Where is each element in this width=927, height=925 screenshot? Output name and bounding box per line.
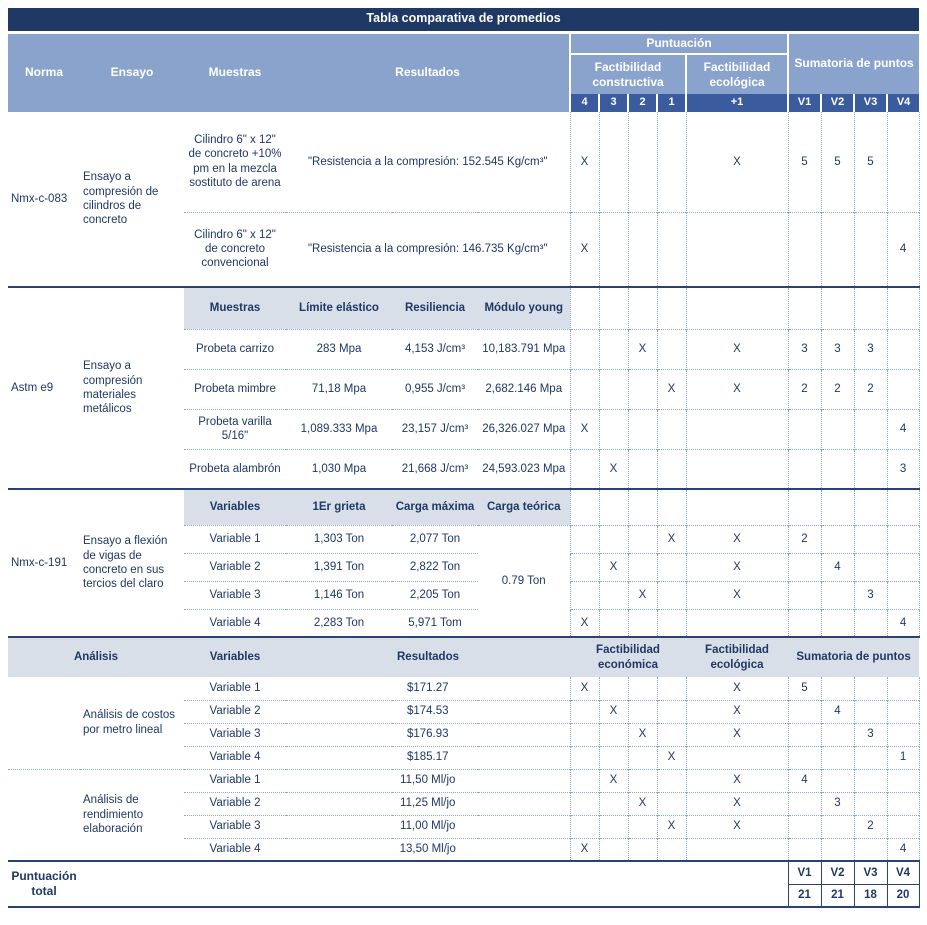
spacer-cell (8, 769, 80, 861)
v4-cell (887, 525, 919, 553)
score-4-cell (570, 553, 599, 581)
score-1-cell (657, 769, 686, 792)
score-2-cell (628, 677, 657, 700)
v2-cell (821, 449, 854, 489)
table-header (8, 8, 919, 112)
carga-maxima-value: 2,205 Ton (392, 581, 478, 609)
col-header-factibilidad-ecologica: Factibilidad ecológica (686, 54, 788, 94)
plus1-cell: X (686, 329, 788, 369)
score-3-cell (599, 329, 628, 369)
table-row (8, 769, 919, 792)
score-header-v1: V1 (788, 94, 821, 112)
variable-value: Variable 3 (184, 815, 286, 838)
score-4-cell (570, 525, 599, 553)
v4-cell (887, 700, 919, 723)
limite-value: 283 Mpa (286, 329, 392, 369)
v4-cell (887, 329, 919, 369)
score-header-4: 4 (570, 94, 599, 112)
section-metalicos (8, 287, 919, 489)
grieta-value: 1,303 Ton (286, 525, 392, 553)
table-row (8, 677, 919, 700)
v4-cell (887, 723, 919, 746)
v4-cell: 3 (887, 449, 919, 489)
muestras-value: Probeta alambrón (184, 449, 286, 489)
score-2-cell (628, 769, 657, 792)
score-3-cell (599, 677, 628, 700)
score-3-cell (599, 838, 628, 861)
v2-cell (821, 838, 854, 861)
v3-cell (854, 553, 887, 581)
score-1-cell: X (657, 369, 686, 409)
score-2-cell (628, 815, 657, 838)
plus1-cell: X (686, 700, 788, 723)
plus1-cell (686, 287, 788, 329)
score-1-cell: X (657, 525, 686, 553)
v3-cell (854, 449, 887, 489)
subheader-modulo-young: Módulo young (478, 287, 570, 329)
v2-cell (821, 489, 854, 525)
footer-v1-label: V1 (788, 861, 821, 884)
score-1-cell: X (657, 746, 686, 769)
score-1-cell (657, 212, 686, 287)
score-3-cell (599, 369, 628, 409)
v2-cell (821, 769, 854, 792)
col-header-resultados: Resultados (286, 32, 570, 112)
plus1-cell: X (686, 369, 788, 409)
v4-cell (887, 792, 919, 815)
score-4-cell: X (570, 838, 599, 861)
score-1-cell (657, 677, 686, 700)
v1-cell (788, 287, 821, 329)
score-3-cell (599, 815, 628, 838)
modulo-value: 24,593.023 Mpa (478, 449, 570, 489)
footer-v4-label: V4 (887, 861, 919, 884)
v2-cell (821, 746, 854, 769)
resultado-value: 11,50 Ml/jo (286, 769, 570, 792)
analisis-group-label: Análisis de rendimiento elaboración (80, 769, 184, 861)
score-2-cell (628, 449, 657, 489)
footer-v1-total: 21 (788, 884, 821, 907)
v4-cell: 4 (887, 838, 919, 861)
plus1-cell: X (686, 792, 788, 815)
score-4-cell (570, 449, 599, 489)
section-concreto (8, 112, 919, 287)
v1-cell (788, 449, 821, 489)
score-3-cell: X (599, 769, 628, 792)
muestras-value: Cilindro 6" x 12" de concreto convencional (184, 212, 286, 287)
variable-value: Variable 2 (184, 792, 286, 815)
grieta-value: 1,146 Ton (286, 581, 392, 609)
v3-cell (854, 792, 887, 815)
score-1-cell (657, 792, 686, 815)
v2-cell (821, 525, 854, 553)
analisis-header-row (8, 637, 919, 677)
score-2-cell: X (628, 792, 657, 815)
score-4-cell (570, 287, 599, 329)
subheader-limite-elastico: Límite elástico (286, 287, 392, 329)
v3-cell: 5 (854, 112, 887, 212)
carga-maxima-value: 2,077 Ton (392, 525, 478, 553)
subheader-resiliencia: Resiliencia (392, 287, 478, 329)
v1-cell: 2 (788, 369, 821, 409)
score-4-cell: X (570, 112, 599, 212)
v3-cell: 3 (854, 723, 887, 746)
score-3-cell (599, 609, 628, 637)
col-header-muestras: Muestras (184, 32, 286, 112)
col-header-resultados2: Resultados (286, 637, 570, 677)
score-header-1: 1 (657, 94, 686, 112)
ensayo-value: Ensayo a flexión de vigas de concreto en sus tercios del claro (80, 489, 184, 637)
footer-v2-label: V2 (821, 861, 854, 884)
v1-cell: 5 (788, 112, 821, 212)
score-3-cell (599, 525, 628, 553)
grieta-value: 1,391 Ton (286, 553, 392, 581)
score-2-cell (628, 525, 657, 553)
score-3-cell (599, 287, 628, 329)
score-2-cell (628, 838, 657, 861)
resultado-value: $171.27 (406, 682, 449, 695)
plus1-cell (686, 409, 788, 449)
muestras-value: Probeta carrizo (184, 329, 286, 369)
v1-cell: 3 (788, 329, 821, 369)
plus1-cell (686, 489, 788, 525)
score-1-cell (657, 112, 686, 212)
score-2-cell (628, 553, 657, 581)
plus1-cell: X (686, 553, 788, 581)
footer-labels-row (8, 861, 919, 884)
score-2-cell (628, 609, 657, 637)
variable-value: Variable 4 (184, 609, 286, 637)
score-2-cell (628, 746, 657, 769)
carga-maxima-value: 5,971 Tom (392, 609, 478, 637)
score-4-cell: X (570, 609, 599, 637)
score-3-cell (599, 723, 628, 746)
v3-cell (854, 677, 887, 700)
v4-cell: 1 (887, 746, 919, 769)
score-4-cell (570, 489, 599, 525)
v2-cell (821, 212, 854, 287)
score-3-cell (599, 792, 628, 815)
modulo-value: 2,682.146 Mpa (478, 369, 570, 409)
score-3-cell (599, 409, 628, 449)
v3-cell (854, 609, 887, 637)
header-row-1 (8, 32, 919, 54)
page-title: Tabla comparativa de promedios (8, 8, 919, 32)
score-4-cell (570, 329, 599, 369)
footer-v3-label: V3 (854, 861, 887, 884)
carga-teorica-value: 0.79 Ton (478, 525, 570, 637)
plus1-cell: X (686, 769, 788, 792)
v4-cell (887, 553, 919, 581)
v3-cell (854, 838, 887, 861)
score-4-cell (570, 369, 599, 409)
modulo-value: 26,326.027 Mpa (478, 409, 570, 449)
limite-value: 71,18 Mpa (286, 369, 392, 409)
plus1-cell: X (686, 525, 788, 553)
score-4-cell (570, 769, 599, 792)
score-header-plus1: +1 (686, 94, 788, 112)
v2-cell (821, 723, 854, 746)
score-header-v3: V3 (854, 94, 887, 112)
score-4-cell (570, 700, 599, 723)
footer-v2-total: 21 (821, 884, 854, 907)
score-4-cell: X (570, 409, 599, 449)
col-header-analisis: Análisis (8, 637, 184, 677)
score-2-cell: X (628, 329, 657, 369)
norma-value: Nmx-c-083 (11, 192, 68, 205)
v4-cell (887, 369, 919, 409)
v2-cell: 3 (821, 329, 854, 369)
v2-cell (821, 609, 854, 637)
variable-value: Variable 3 (184, 723, 286, 746)
v1-cell (788, 581, 821, 609)
spacer-cell (80, 861, 788, 907)
score-3-cell (599, 581, 628, 609)
v4-cell: 4 (887, 409, 919, 449)
muestras-value: Probeta mimbre (184, 369, 286, 409)
ensayo-value: Ensayo a compresión materiales metálicos (80, 287, 184, 489)
score-3-cell (599, 489, 628, 525)
v1-cell (788, 792, 821, 815)
section-flexion (8, 489, 919, 637)
v2-cell (821, 581, 854, 609)
score-3-cell: X (599, 700, 628, 723)
subheader-muestras: Muestras (184, 287, 286, 329)
variable-value: Variable 4 (184, 838, 286, 861)
resiliencia-value: 4,153 J/cm³ (392, 329, 478, 369)
plus1-cell (686, 212, 788, 287)
v4-cell (887, 581, 919, 609)
plus1-cell: X (686, 581, 788, 609)
score-2-cell (628, 700, 657, 723)
v2-cell (821, 677, 854, 700)
v3-cell: 2 (854, 369, 887, 409)
score-4-cell: X (570, 677, 599, 700)
subheader-row (8, 287, 919, 329)
score-3-cell: X (599, 553, 628, 581)
col-header-factibilidad-economica: Factibilidad económica (570, 637, 686, 677)
resultado-value: 13,50 Ml/jo (286, 838, 570, 861)
score-4-cell (570, 723, 599, 746)
score-2-cell: X (628, 723, 657, 746)
col-header-sumatoria2: Sumatoria de puntos (788, 637, 919, 677)
v3-cell: 3 (854, 329, 887, 369)
resultado-value: 11,00 Ml/jo (286, 815, 570, 838)
resultados-value: "Resistencia a la compresión: 146.735 Kg/cm³" (286, 212, 570, 287)
analisis-group-label: Análisis de costos por metro lineal (83, 709, 176, 736)
score-2-cell (628, 489, 657, 525)
score-3-cell (599, 746, 628, 769)
v1-cell (788, 409, 821, 449)
v3-cell (854, 287, 887, 329)
score-4-cell (570, 792, 599, 815)
muestras-value: Cilindro 6" x 12" de concreto +10% pm en la mezcla sostituto de arena (188, 134, 282, 190)
score-4-cell: X (570, 212, 599, 287)
score-2-cell (628, 409, 657, 449)
v1-cell (788, 553, 821, 581)
plus1-cell (686, 449, 788, 489)
plus1-cell: X (686, 815, 788, 838)
v1-cell (788, 700, 821, 723)
table-footer (8, 861, 919, 907)
plus1-cell: X (686, 677, 788, 700)
v2-cell (821, 287, 854, 329)
v3-cell (854, 700, 887, 723)
score-3-cell (599, 112, 628, 212)
v4-cell (887, 287, 919, 329)
subheader-carga-teorica: Carga teórica (478, 489, 570, 525)
variable-value: Variable 4 (184, 746, 286, 769)
variable-value: Variable 3 (184, 581, 286, 609)
comparative-table (8, 8, 920, 908)
plus1-cell (686, 746, 788, 769)
v1-cell (788, 212, 821, 287)
subheader-variables: Variables (184, 489, 286, 525)
v2-cell (821, 409, 854, 449)
v3-cell (854, 409, 887, 449)
resiliencia-value: 21,668 J/cm³ (392, 449, 478, 489)
plus1-cell: X (686, 723, 788, 746)
col-header-ensayo: Ensayo (80, 32, 184, 112)
subheader-carga-maxima: Carga máxima (392, 489, 478, 525)
footer-v3-total: 18 (854, 884, 887, 907)
score-1-cell (657, 723, 686, 746)
score-4-cell (570, 746, 599, 769)
resultado-value: $174.53 (286, 700, 570, 723)
col-header-factibilidad-constructiva: Factibilidad constructiva (570, 54, 686, 94)
footer-v4-total: 20 (887, 884, 919, 907)
carga-maxima-value: 2,822 Ton (392, 553, 478, 581)
variable-value: Variable 2 (184, 553, 286, 581)
score-header-v4: V4 (887, 94, 919, 112)
v1-cell (788, 609, 821, 637)
resiliencia-value: 23,157 J/cm³ (392, 409, 478, 449)
score-header-v2: V2 (821, 94, 854, 112)
score-header-3: 3 (599, 94, 628, 112)
title-row (8, 8, 919, 32)
modulo-value: 10,183.791 Mpa (478, 329, 570, 369)
v2-cell: 3 (821, 792, 854, 815)
variable-value: Variable 1 (184, 769, 286, 792)
resultado-value: $176.93 (286, 723, 570, 746)
score-4-cell (570, 581, 599, 609)
v3-cell (854, 212, 887, 287)
score-1-cell (657, 449, 686, 489)
v4-cell (887, 815, 919, 838)
score-4-cell (570, 815, 599, 838)
score-3-cell: X (599, 449, 628, 489)
col-header-variables: Variables (184, 637, 286, 677)
v2-cell (821, 815, 854, 838)
v3-cell: 3 (854, 581, 887, 609)
v2-cell: 4 (821, 700, 854, 723)
v4-cell (887, 769, 919, 792)
variable-value: Variable 1 (184, 525, 286, 553)
v4-cell (887, 677, 919, 700)
resultado-value: 11,25 Ml/jo (286, 792, 570, 815)
resiliencia-value: 0,955 J/cm³ (392, 369, 478, 409)
score-1-cell (657, 489, 686, 525)
score-2-cell (628, 112, 657, 212)
score-1-cell (657, 409, 686, 449)
spacer-cell (8, 677, 80, 769)
score-1-cell (657, 838, 686, 861)
v1-cell (788, 723, 821, 746)
score-header-2: 2 (628, 94, 657, 112)
score-1-cell (657, 581, 686, 609)
score-3-cell (599, 212, 628, 287)
score-2-cell (628, 369, 657, 409)
score-1-cell: X (657, 815, 686, 838)
norma-value: Astm e9 (8, 287, 80, 489)
plus1-cell: X (686, 112, 788, 212)
muestras-value: Probeta varilla 5/16" (184, 409, 286, 449)
table-row (8, 112, 919, 212)
v2-cell: 4 (821, 553, 854, 581)
v1-cell (788, 838, 821, 861)
col-header-sumatoria: Sumatoria de puntos (788, 32, 919, 94)
plus1-cell (686, 838, 788, 861)
score-2-cell (628, 287, 657, 329)
score-1-cell (657, 287, 686, 329)
v1-cell (788, 746, 821, 769)
grieta-value: 2,283 Ton (286, 609, 392, 637)
score-1-cell (657, 700, 686, 723)
limite-value: 1,089.333 Mpa (286, 409, 392, 449)
v1-cell: 4 (788, 769, 821, 792)
score-1-cell (657, 329, 686, 369)
limite-value: 1,030 Mpa (286, 449, 392, 489)
v1-cell: 5 (788, 677, 821, 700)
v2-cell: 5 (821, 112, 854, 212)
v1-cell (788, 815, 821, 838)
subheader-1er-grieta: 1Er grieta (286, 489, 392, 525)
variable-value: Variable 1 (209, 682, 261, 695)
v1-cell (788, 489, 821, 525)
subheader-row (8, 489, 919, 525)
col-header-factibilidad-ecologica2: Factibilidad ecológica (686, 637, 788, 677)
v3-cell (854, 525, 887, 553)
v3-cell (854, 489, 887, 525)
v4-cell: 4 (887, 212, 919, 287)
col-header-puntuacion: Puntuación (570, 32, 788, 54)
v3-cell (854, 746, 887, 769)
score-2-cell (628, 212, 657, 287)
resultados-value: "Resistencia a la compresión: 152.545 Kg/cm³" (307, 155, 548, 168)
footer-total-label: Puntuación total (8, 861, 80, 907)
v1-cell: 2 (788, 525, 821, 553)
ensayo-value: Ensayo a compresión de cilindros de concreto (83, 171, 159, 227)
variable-value: Variable 2 (184, 700, 286, 723)
score-1-cell (657, 609, 686, 637)
v4-cell (887, 489, 919, 525)
v4-cell: 4 (887, 609, 919, 637)
v4-cell (887, 112, 919, 212)
col-header-norma: Norma (8, 32, 80, 112)
plus1-cell (686, 609, 788, 637)
section-analisis (8, 637, 919, 861)
norma-value: Nmx-c-191 (8, 489, 80, 637)
v3-cell (854, 769, 887, 792)
resultado-value: $185.17 (286, 746, 570, 769)
v2-cell: 2 (821, 369, 854, 409)
v3-cell: 2 (854, 815, 887, 838)
score-2-cell: X (628, 581, 657, 609)
score-1-cell (657, 553, 686, 581)
